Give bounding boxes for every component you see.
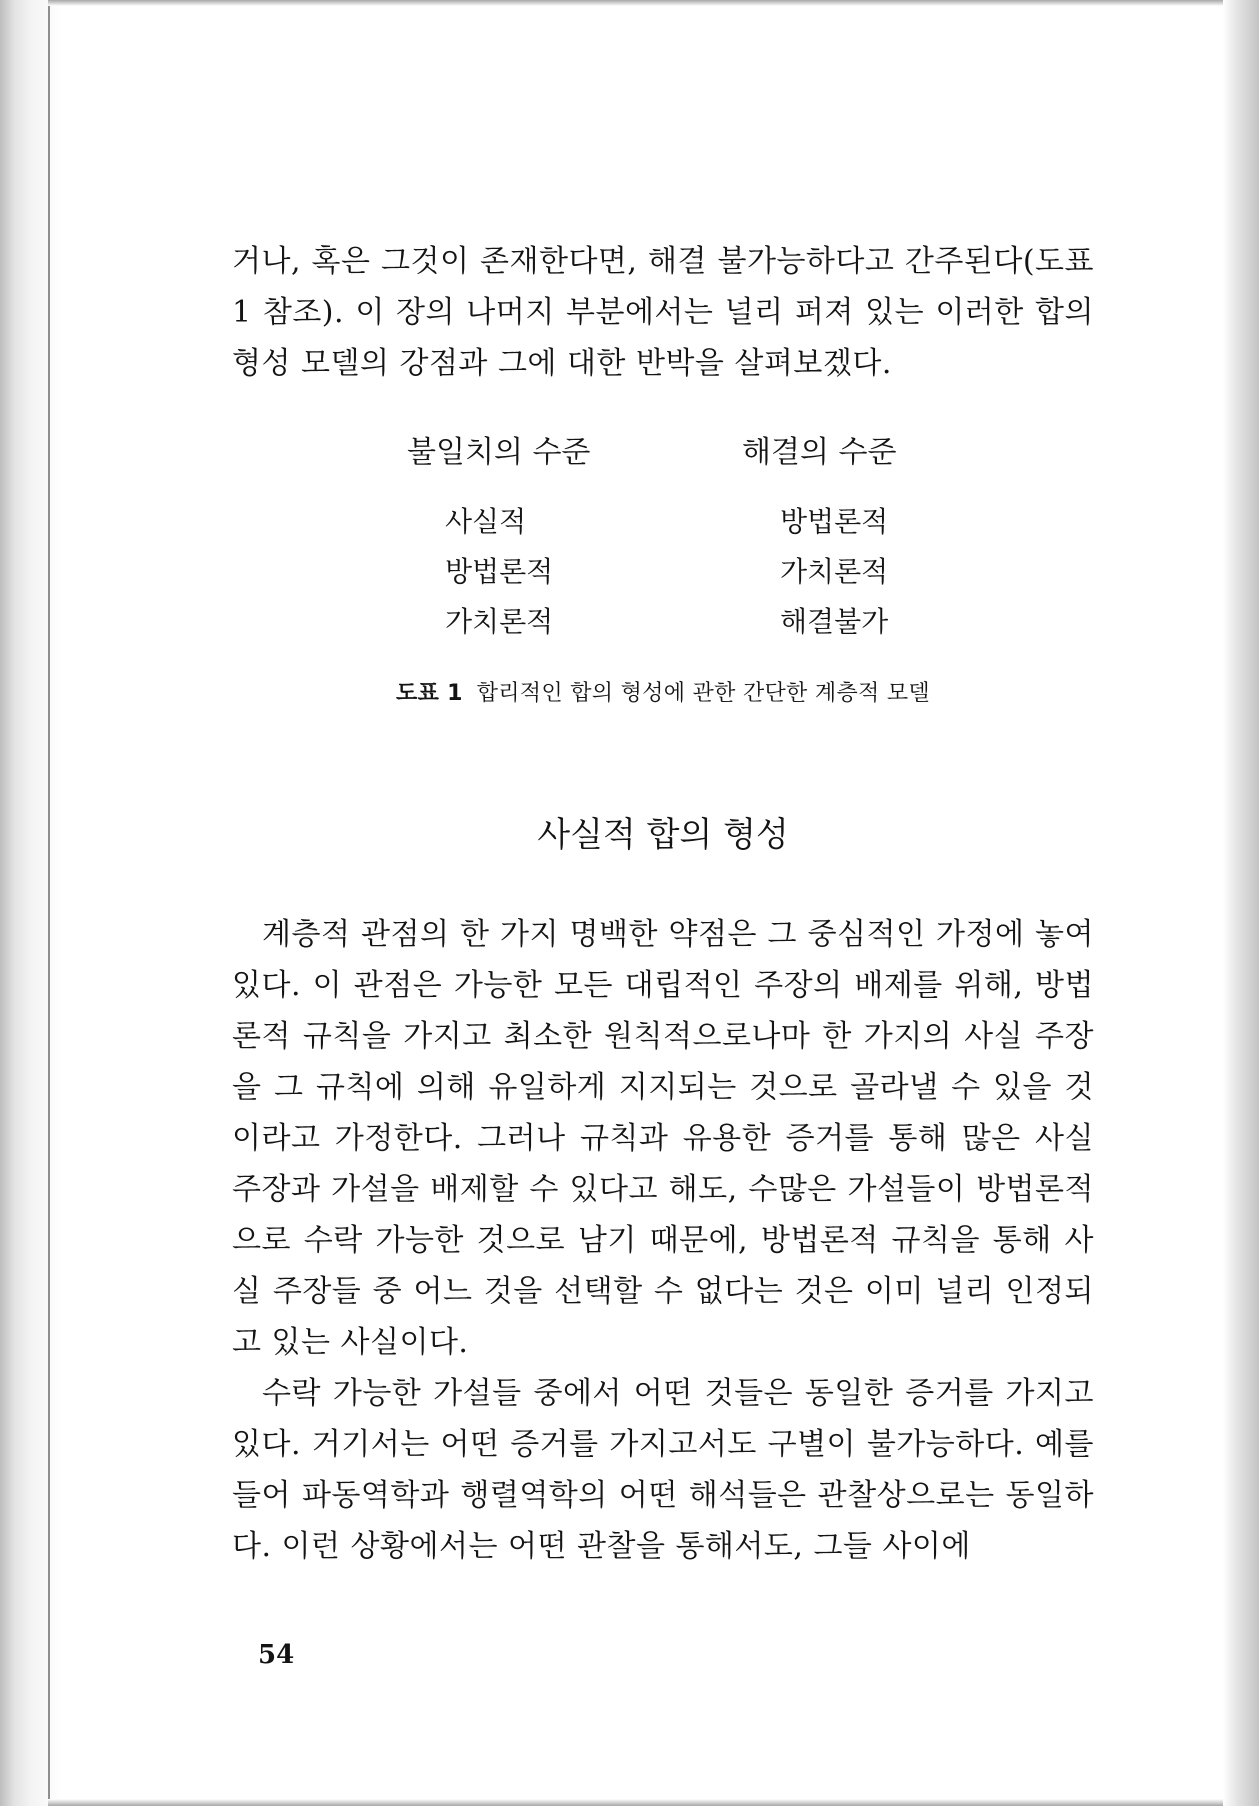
page-binding-shadow bbox=[0, 0, 62, 1806]
page-bottom-edge bbox=[48, 1799, 1228, 1806]
resolution-levels-column bbox=[742, 433, 1002, 647]
disagreement-level-item: 방법론적 bbox=[445, 555, 554, 588]
disagreement-level-item: 가치론적 bbox=[445, 605, 554, 638]
figure-caption-text: 합리적인 합의 형성에 관한 간단한 계층적 모델 bbox=[476, 681, 930, 706]
page-right-edge bbox=[1223, 0, 1259, 1806]
hierarchy-figure bbox=[232, 433, 1094, 673]
body-paragraph: 수락 가능한 가설들 중에서 어떤 것들은 동일한 증거를 가지고 있다. 거기서는 어떤 증거를 가지고서도 구별이 불가능하다. 예를 들어 파동역학과 행렬역학의 어떤 해석들은 관찰상으로는 동일하다. 이런 상황에서는 어떤 관찰을 통해서도, 그들 사이에 bbox=[232, 1376, 1094, 1564]
resolution-levels-heading: 해결의 수준 bbox=[742, 435, 897, 470]
page-number: 54 bbox=[258, 1640, 295, 1670]
figure-caption bbox=[232, 679, 1094, 709]
page-top-edge bbox=[48, 0, 1228, 6]
disagreement-level-item: 사실적 bbox=[445, 505, 527, 538]
section-heading: 사실적 합의 형성 bbox=[537, 815, 789, 855]
intro-paragraph: 거나, 혹은 그것이 존재한다면, 해결 불가능하다고 간주된다(도표 1 참조). 이 장의 나머지 부분에서는 널리 퍼져 있는 이러한 합의 형성 모델의 강점과 그에 대한 반박을 살펴보겠다. bbox=[232, 244, 1094, 381]
disagreement-levels-column bbox=[407, 433, 667, 647]
resolution-level-item: 방법론적 bbox=[780, 505, 889, 538]
body-paragraph: 계층적 관점의 한 가지 명백한 약점은 그 중심적인 가정에 놓여 있다. 이 관점은 가능한 모든 대립적인 주장의 배제를 위해, 방법론적 규칙을 가지고 최소한 원칙적으로나마 한 가지의 사실 주장을 그 규칙에 의해 유일하게 지지되는 것으로 골라낼 수 있을 것이라고 가정한다. 그러나 규칙과 유용한 증거를 통해 많은 사실 주장과 가설을 배제할 수 있다고 해도, 수많은 가설들이 방법론적으로 수락 가능한 것으로 남기 때문에, 방법론적 규칙을 통해 사실 주장들 중 어느 것을 선택할 수 없다는 것은 이미 널리 인정되고 있는 사실이다. bbox=[232, 917, 1094, 1360]
resolution-level-item: 가치론적 bbox=[780, 555, 889, 588]
resolution-level-item: 해결불가 bbox=[780, 605, 889, 638]
page-content bbox=[232, 236, 1094, 1572]
page-edge-line bbox=[48, 6, 50, 1800]
disagreement-levels-heading: 불일치의 수준 bbox=[407, 435, 591, 470]
figure-caption-label: 도표 1 bbox=[396, 681, 463, 706]
